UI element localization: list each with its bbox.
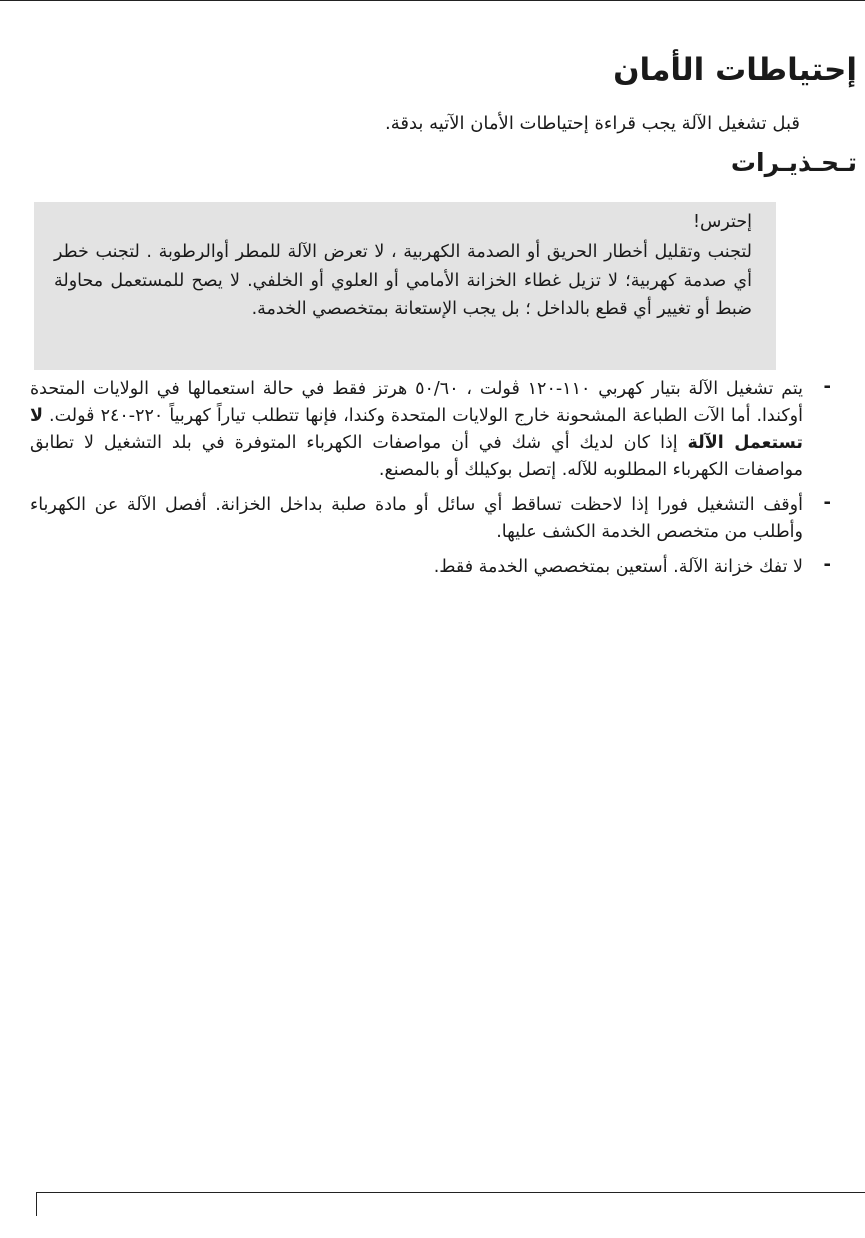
list-item xyxy=(30,492,831,546)
warnings-heading: تـحـذيـرات xyxy=(730,148,857,177)
bullet-bold-text: لا تستعمل الآلة xyxy=(30,406,803,453)
bullet-text-part: يتم تشغيل الآلة بتيار كهربي ١١٠-١٢٠ ڤولت ، ٥٠/٦٠ هرتز فقط في حالة استعمالها في الولايات المتحدة أوكندا. أما الآت الطباعة المشحونة خارج الولايات المتحدة وكندا، فإنها تتطلب تياراً كهربياً ٢٢٠-٢٤٠ ڤولت. xyxy=(30,379,803,426)
bullet-marker: - xyxy=(823,492,831,513)
bullet-text xyxy=(30,376,803,484)
warning-box xyxy=(34,202,776,370)
bullet-marker: - xyxy=(823,376,831,397)
warning-list xyxy=(30,376,831,589)
warning-text: لتجنب وتقليل أخطار الحريق أو الصدمة الكهربية ، لا تعرض الآلة للمطر أوالرطوبة . لتجنب خطر أي صدمة كهربية؛ لا تزيل غطاء الخزانة الأمامي أو العلوي أو الخلفي. لا يصح للمستعمل محاولة ضبط أو تغيير أي قطع بالداخل ؛ بل يجب الإستعانة بمتخصصي الخدمة. xyxy=(54,242,752,319)
bullet-text: أوقف التشغيل فورا إذا لاحظت تساقط أي سائل أو مادة صلبة بداخل الخزانة. أفصل الآلة عن الكهرباء وأطلب من متخصص الخدمة الكشف عليها. xyxy=(30,495,803,542)
list-item xyxy=(30,376,831,484)
page-title: إحتياطات الأمان xyxy=(613,52,857,88)
bullet-text: لا تفك خزانة الآلة. أستعين بمتخصصي الخدمة فقط. xyxy=(433,557,803,577)
warning-label: إحترس! xyxy=(693,212,752,232)
bullet-marker: - xyxy=(823,554,831,575)
intro-text: قبل تشغيل الآلة يجب قراءة إحتياطات الأمان الآتيه بدقة. xyxy=(384,113,800,134)
list-item xyxy=(30,554,831,581)
footer-frame xyxy=(36,1192,865,1216)
bullet-text-part: إذا كان لديك أي شك في أن مواصفات الكهرباء المتوفرة في بلد التشغيل لا تطابق مواصفات الكهرباء المطلوبه للآله. إتصل بوكيلك أو بالمصنع. xyxy=(30,433,803,480)
